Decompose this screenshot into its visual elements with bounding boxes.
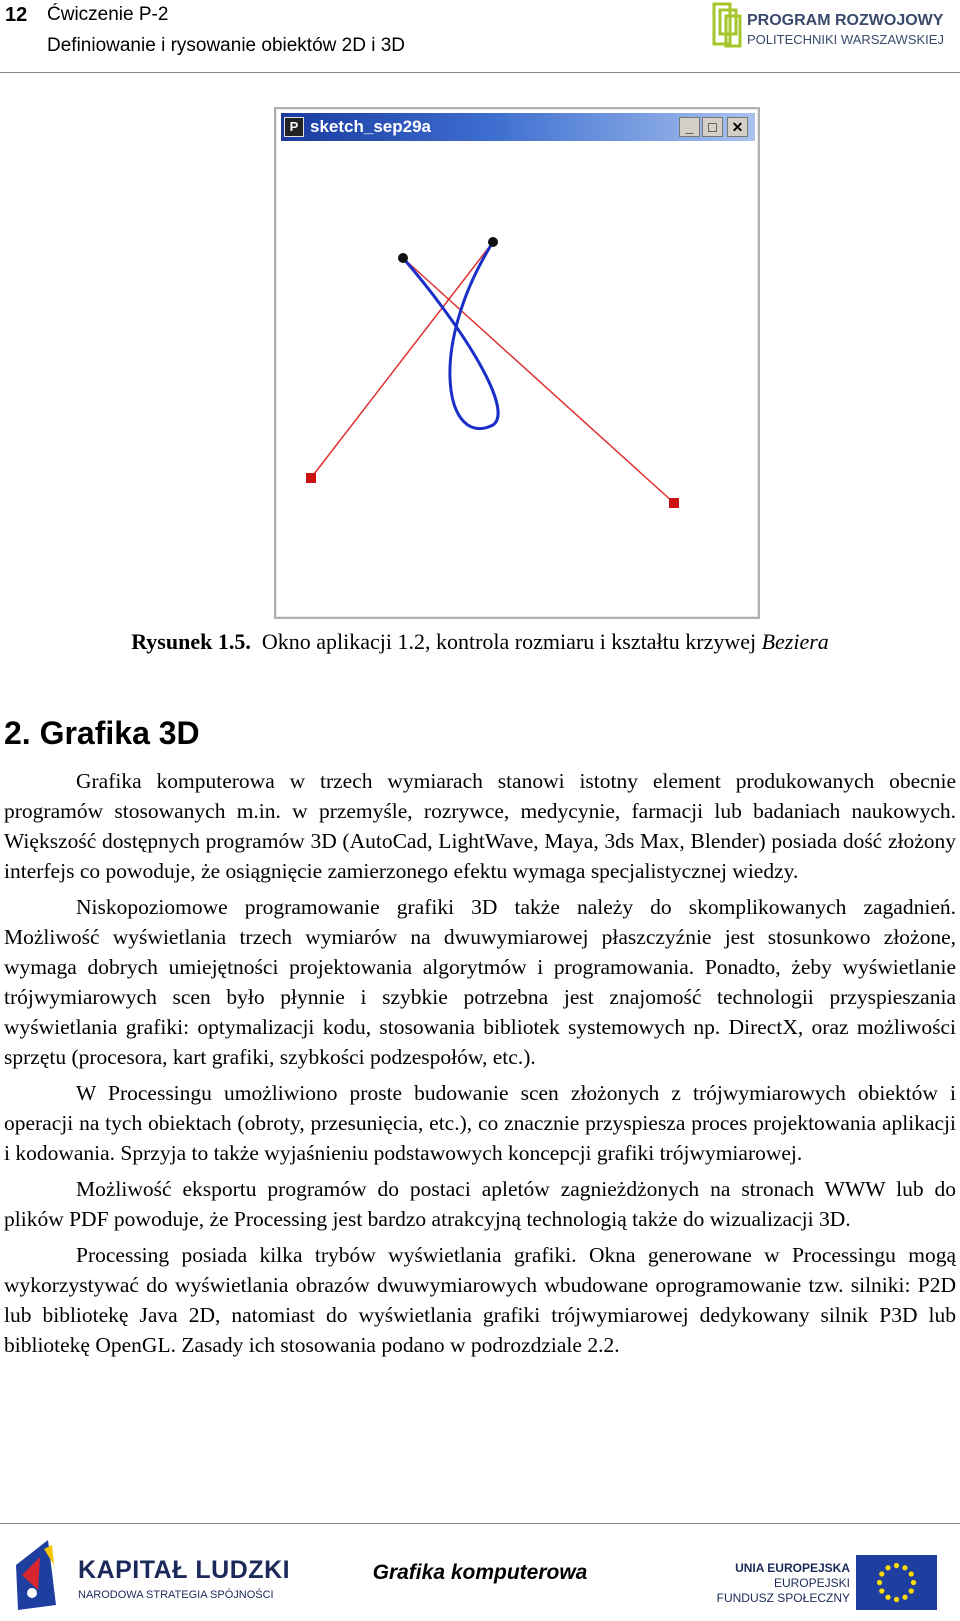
body-text [4,766,956,1366]
maximize-button[interactable]: □ [702,117,723,137]
eu-star-icon [879,1571,884,1576]
eu-star-icon [894,1597,899,1602]
anchor-point-left[interactable] [306,473,316,483]
footer-title: Grafika komputerowa [372,1561,588,1584]
control-line-left [311,242,493,478]
eu-star-icon [885,1595,890,1600]
control-handle-left[interactable] [398,253,408,263]
eu-text [700,1561,850,1606]
close-button[interactable]: ✕ [727,117,748,137]
processing-app-icon: P [284,117,304,137]
eu-star-icon [885,1565,890,1570]
chapter-title: Ćwiczenie P-2 [47,4,169,25]
eu-line3: FUNDUSZ SPOŁECZNY [716,1591,850,1605]
eu-flag-icon [856,1555,937,1610]
paragraph: Możliwość eksportu programów do postaci apletów zagnieżdżonych na stronach WWW lub do plików PDF powoduje, że Processing jest bardzo atrakcyjną technologią także do wizualizacji 3D. [4,1177,956,1231]
control-line-right [403,258,674,503]
eu-star-icon [909,1571,914,1576]
prw-logo-line1: PROGRAM ROZWOJOWY [747,12,944,29]
minimize-button[interactable]: _ [679,117,700,137]
header-divider [0,72,960,73]
bezier-canvas [276,109,758,617]
caption-label: Rysunek 1.5. [131,629,251,654]
eu-star-icon [911,1580,916,1585]
paragraph: Processing posiada kilka trybów wyświetlania grafiki. Okna generowane w Processingu mogą wykorzystywać do wyświetlania obrazów dwuwymiarowych wbudowane oprogramowanie tzw. silniki: P2D lub bibliotekę Java 2D, natomiast do wyświetlania grafiki trójwymiarowej dedykowany silnik P3D lub bibliotekę OpenGL. Zasady ich stosowania podano w podrozdziale 2.2. [4,1243,956,1357]
eu-line1: UNIA EUROPEJSKA [735,1561,850,1575]
kapital-ludzki-title: KAPITAŁ LUDZKI [78,1556,291,1584]
eu-line2: EUROPEJSKI [773,1576,850,1590]
eu-star-icon [877,1580,882,1585]
sketch-window [274,107,760,619]
section-heading: 2. Grafika 3D [4,715,200,751]
caption-italic: Beziera [761,629,829,654]
kapital-ludzki-subtitle: NARODOWA STRATEGIA SPÓJNOŚCI [78,1589,274,1601]
page-header [0,0,960,74]
page-number: 12 [5,4,28,26]
paragraph: Niskopoziomowe programowanie grafiki 3D także należy do skomplikowanych zagadnień. Możliwość wyświetlania trzech wymiarów na dwuwymiarowej płaszczyźnie jest stosunkowo złożone, wymaga dobrych umiejętności projektowania algorytmów i programowania. Ponadto, żeby wyświetlanie trójwymiarowych scen było płynnie i szybkie potrzebna jest znajomość technologii przyspieszania wyświetlania grafiki: optymalizacji kodu, stosowania bibliotek systemowych np. DirectX, oraz możliwości sprzętu (procesora, kart grafiki, szybkości podzespołów, etc.). [4,895,956,1069]
paragraph: W Processingu umożliwiono proste budowanie scen złożonych z trójwymiarowych obiektów i operacji na tych obiektach (obroty, przesunięcia, etc.), co znacznie przyspiesza proces projektowania aplikacji i kodowania. Sprzyja to także wyjaśnieniu podstawowych koncepcji grafiki trójwymiarowej. [4,1081,956,1165]
eu-star-icon [894,1563,899,1568]
prw-logo-line2: POLITECHNIKI WARSZAWSKIEJ [747,32,944,47]
figure-caption [0,629,960,655]
chapter-subtitle: Definiowanie i rysowanie obiektów 2D i 3D [47,35,406,56]
anchor-point-right[interactable] [669,498,679,508]
window-title: sketch_sep29a [310,117,431,136]
eu-star-icon [909,1588,914,1593]
control-handle-right[interactable] [488,237,498,247]
footer-divider [0,1523,960,1524]
caption-text: Okno aplikacji 1.2, kontrola rozmiaru i kształtu krzywej [261,629,762,654]
eu-star-icon [902,1565,907,1570]
eu-star-icon [879,1588,884,1593]
paragraph: Grafika komputerowa w trzech wymiarach stanowi istotny element produkowanych obecnie programów stosowanych m.in. w przemyśle, rozrywce, medycynie, farmacji lub badaniach naukowych. Większość dostępnych programów 3D (AutoCad, LightWave, Maya, 3ds Max, Blender) posiada dość złożony interfejs co powoduje, że osiągnięcie zamierzonego efektu wymaga specjalistycznej wiedzy. [4,769,956,883]
eu-star-icon [902,1595,907,1600]
